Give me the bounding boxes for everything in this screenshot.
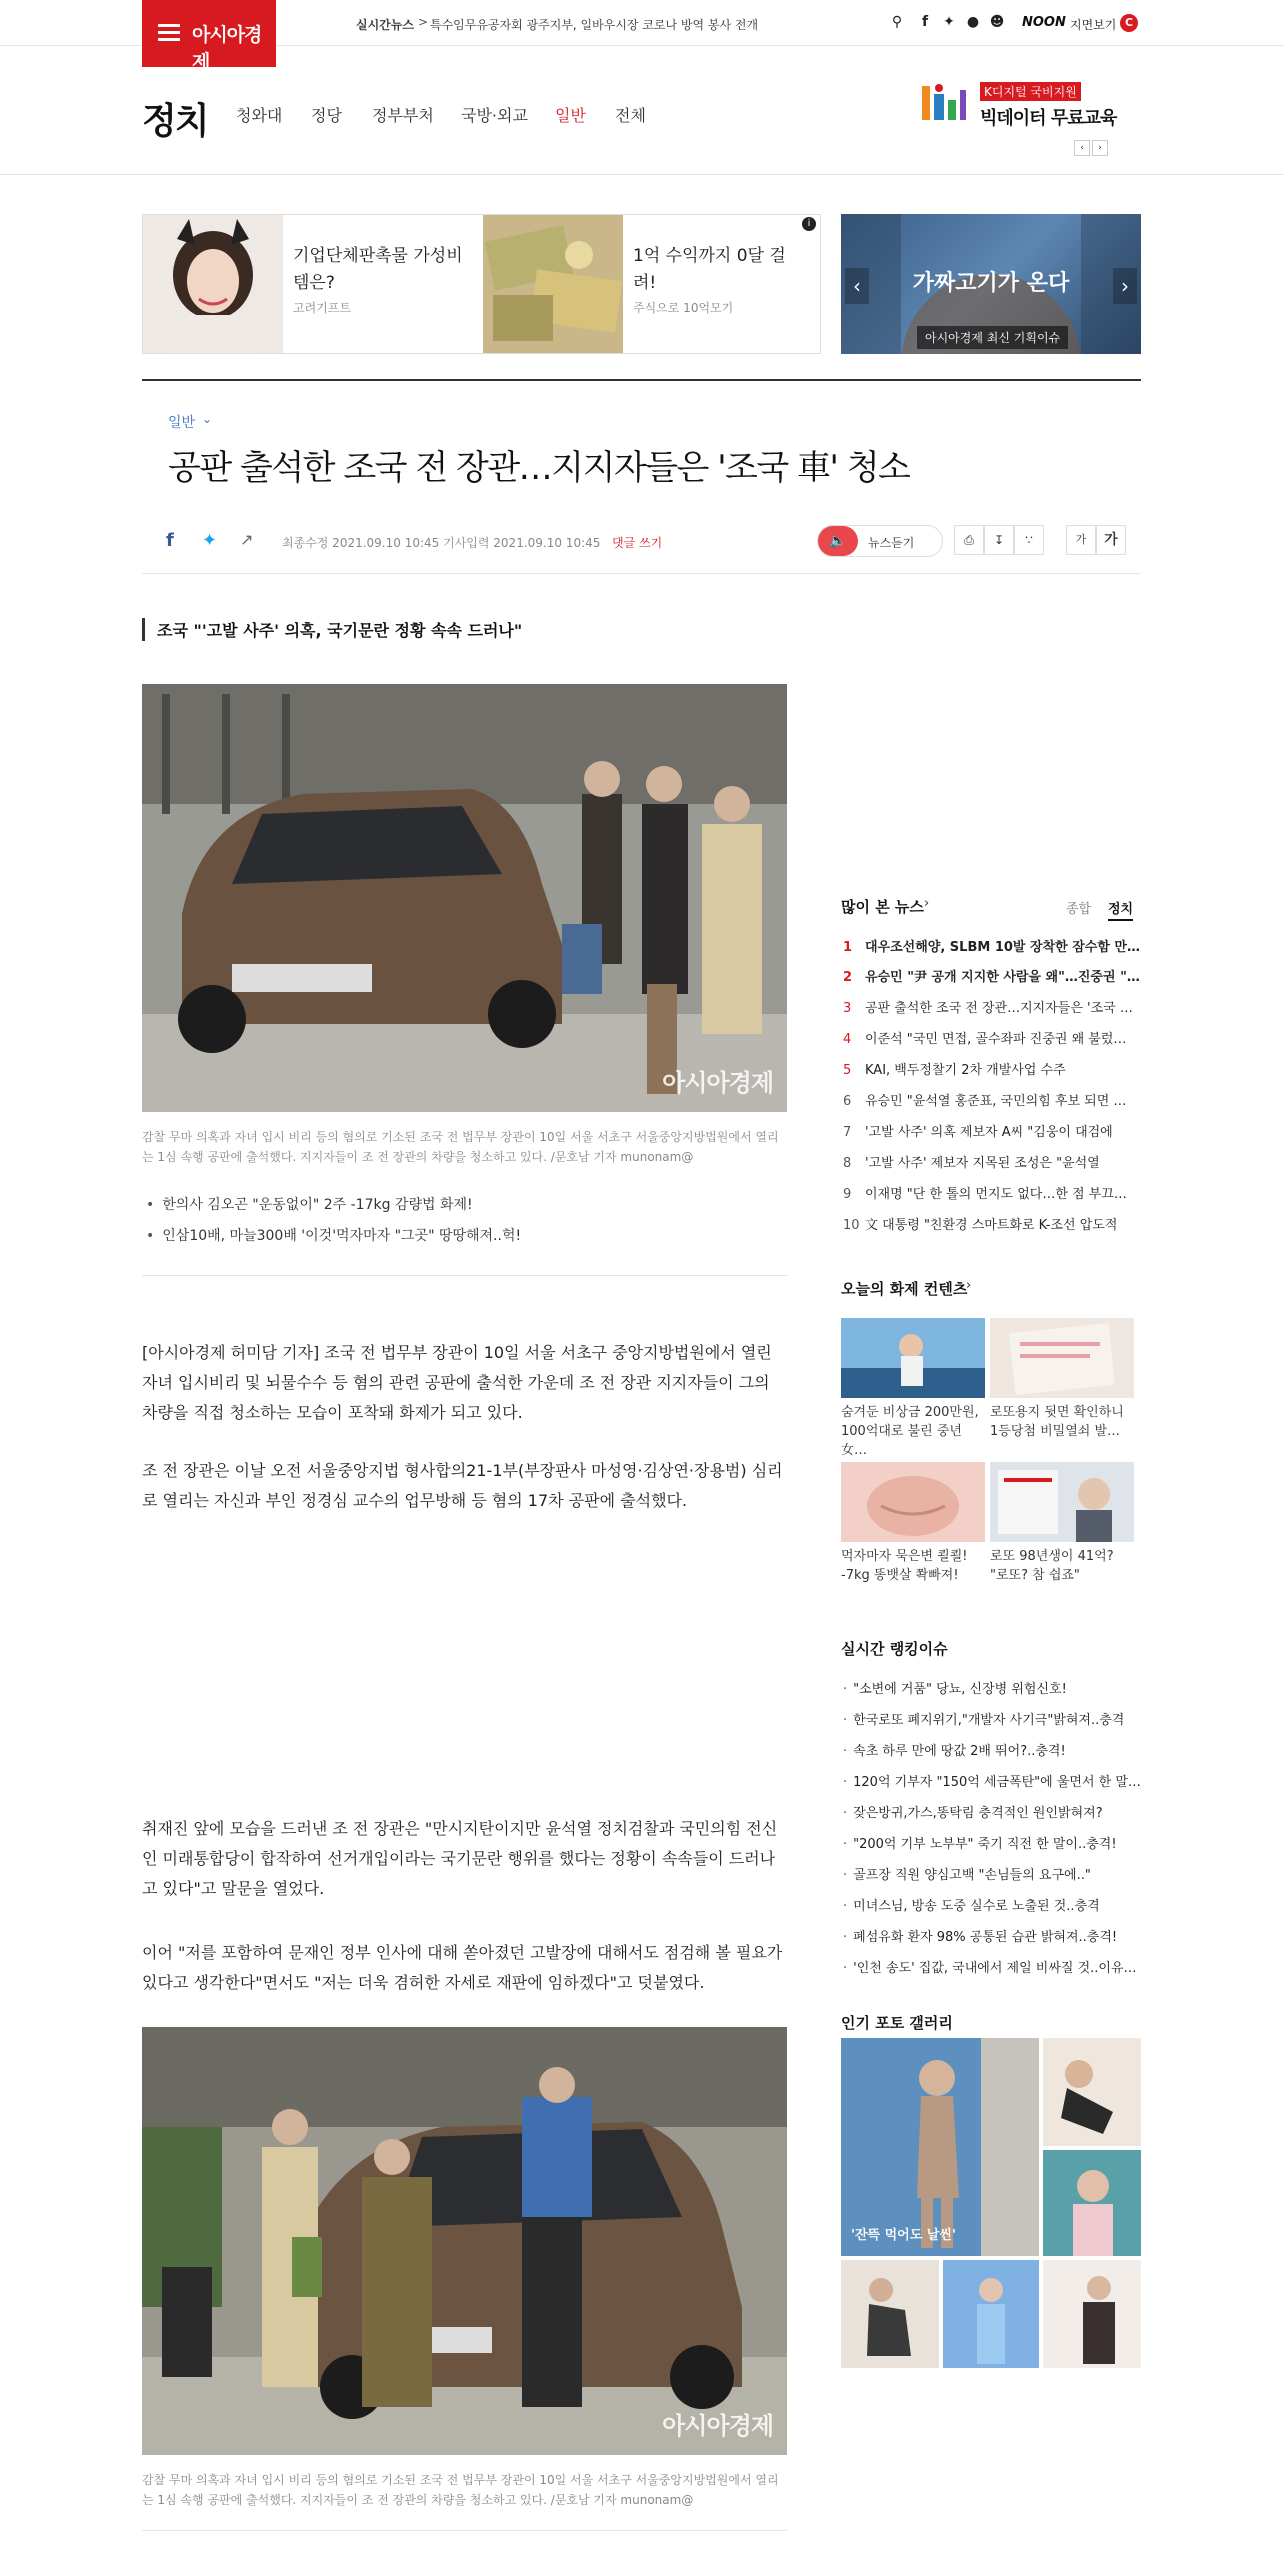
live-rank-item[interactable]: · "200억 기부 노부부" 죽기 직전 한 말이..충격! xyxy=(841,1833,1141,1852)
ad-image-woman[interactable] xyxy=(143,215,283,353)
gallery-main-photo[interactable] xyxy=(841,2038,1039,2256)
photo-watermark: 아시아경제 xyxy=(662,2412,773,2440)
photo-watermark: 아시아경제 xyxy=(662,1069,773,1097)
print-icon[interactable]: ⎙ xyxy=(954,525,984,555)
nav-defense[interactable]: 국방·외교 xyxy=(461,106,528,125)
pinterest-icon[interactable]: ● xyxy=(966,14,980,30)
gallery-caption: '잔뜩 먹어도 날씬' xyxy=(851,2228,956,2243)
live-news-label: 실시간뉴스 xyxy=(356,18,414,32)
download-icon[interactable]: ↧ xyxy=(984,525,1014,555)
live-rank-item[interactable]: · 잦은방귀,가스,똥탁림 충격적인 원인밝혀져? xyxy=(841,1802,1141,1821)
live-rank-item[interactable]: · 골프장 직원 양심고백 "손님들의 요구에.." xyxy=(841,1864,1141,1883)
article-meta-bar xyxy=(142,522,1141,574)
article-paragraph-2: 조 전 장관은 이날 오전 서울중앙지법 형사합의21-1부(부장판사 마성영·김상연·장용범) 심리로 열리는 자신과 부인 정경심 교수의 업무방해 등 혐의 17차 공판에 출석했다. xyxy=(142,1461,783,1510)
photo-caption-2: 감찰 무마 의혹과 자녀 입시 비리 등의 혐의로 기소된 조국 전 법무부 장관이 10일 서울 서초구 서울중앙지방법원에서 열리는 1심 속행 공판에 출석했다. 지지자들이 조 전 장관의 차량을 청소하고 있다. /문호남 기자 munonam@ xyxy=(142,2473,779,2507)
section-title: 정치 xyxy=(142,101,208,142)
rank-item[interactable]: 4 이준석 "국민 면접, 골수좌파 진중권 왜 불렀… xyxy=(843,1032,1127,1047)
tab-politics[interactable]: 정치 xyxy=(1108,898,1133,921)
divider xyxy=(142,2530,787,2531)
promo-title[interactable]: 빅데이터 무료교육 xyxy=(980,108,1117,129)
rank-item[interactable]: 2 유승민 "尹 공개 지지한 사람을 왜"…진중권 "… xyxy=(843,970,1140,985)
font-larger-button[interactable]: 가 xyxy=(1096,525,1126,555)
hot-thumb-1[interactable] xyxy=(841,1318,985,1398)
gallery-thumb[interactable] xyxy=(1043,2038,1141,2146)
promo-badge: K디지털 국비지원 xyxy=(980,82,1081,101)
rank-item[interactable]: 7 '고발 사주' 의혹 제보자 A씨 "김웅이 대검에 xyxy=(843,1125,1113,1140)
gallery-title: 인기 포토 갤러리 xyxy=(841,2014,953,2032)
divider xyxy=(142,1275,787,1276)
hot-caption-2[interactable]: 로또용지 뒷면 확인하니 1등당첨 비밀열쇠 발… xyxy=(990,1405,1124,1439)
feature-banner[interactable] xyxy=(841,214,1141,354)
chevron-right-icon[interactable]: › xyxy=(966,1278,972,1293)
nav-general[interactable]: 일반 xyxy=(555,106,586,125)
ad-info-icon[interactable]: i xyxy=(802,217,816,231)
live-rank-item[interactable]: · 미녀스님, 방송 도중 실수로 노출된 것..충격 xyxy=(841,1895,1141,1914)
live-rank-item[interactable]: · 속초 하루 만에 땅값 2배 뛰어?..충격! xyxy=(841,1740,1141,1759)
ad-image-money[interactable] xyxy=(483,215,623,353)
chevron-down-icon[interactable]: ⌄ xyxy=(202,412,213,426)
hot-caption-4[interactable]: 로또 98년생이 41억? "로또? 참 쉽죠" xyxy=(990,1549,1114,1583)
comment-link[interactable]: 댓글 쓰기 xyxy=(612,536,663,550)
search-icon[interactable]: ⚲ xyxy=(891,14,903,30)
related-link-2[interactable]: • 인삼10배, 마늘300배 '이것'먹자마자 "그곳" 땅땅해져..헉! xyxy=(146,1225,521,1245)
hot-caption-1[interactable]: 숨겨둔 비상금 200만원, 100억대로 불린 중년女… xyxy=(841,1405,979,1458)
article-photo-2[interactable] xyxy=(142,2027,787,2455)
rank-item[interactable]: 6 유승민 "윤석열 홍준표, 국민의힘 후보 되면 … xyxy=(843,1094,1127,1109)
gallery-thumb[interactable] xyxy=(841,2260,939,2368)
ad-sub-2: 주식으로 10억모기 xyxy=(633,301,734,315)
twitter-icon[interactable]: ✦ xyxy=(943,14,955,30)
nav-party[interactable]: 정당 xyxy=(311,106,342,125)
font-smaller-button[interactable]: 가 xyxy=(1066,525,1096,555)
live-rank-item[interactable]: · 한국로또 폐지위기,"개발자 사기극"밝혀져..충격 xyxy=(841,1709,1141,1728)
user-icon[interactable]: ☻ xyxy=(989,14,1005,30)
article-paragraph-3: 취재진 앞에 모습을 드러낸 조 전 장관은 "만시지탄이지만 윤석열 정치검찰과 국민의힘 전신인 미래통합당이 합작하여 선거개입이라는 국기문란 행위를 했다는 정황이 속속들이 드러나고 있다"고 말문을 열었다. xyxy=(142,1819,778,1898)
hot-thumb-4[interactable] xyxy=(990,1462,1134,1542)
divider xyxy=(142,379,1141,381)
hot-caption-3[interactable]: 먹자마자 묵은변 쾰쾰! -7kg 똥뱃살 쫙빠져! xyxy=(841,1549,968,1583)
facebook-share-icon[interactable]: f xyxy=(166,530,174,551)
paper-view-link[interactable]: 지면보기 xyxy=(1070,18,1117,32)
promo-logo[interactable] xyxy=(920,82,976,124)
twitter-share-icon[interactable]: ✦ xyxy=(202,530,218,551)
live-ranking-title: 실시간 랭킹이슈 xyxy=(841,1640,948,1658)
chevron-right-icon: > xyxy=(418,15,429,29)
chevron-right-icon[interactable]: › xyxy=(924,896,930,911)
share-icon[interactable]: ↗ xyxy=(240,530,254,549)
article-paragraph-4: 이어 "저를 포함하여 문재인 정부 인사에 대해 쏟아졌던 고발장에 대해서도 점검해 볼 필요가 있다고 생각한다"면서도 "저는 더욱 겸허한 자세로 재판에 임하겠다"고 덧붙였다. xyxy=(142,1943,783,1992)
tab-overall[interactable]: 종합 xyxy=(1066,902,1092,917)
c-badge-icon[interactable]: C xyxy=(1120,14,1138,32)
hot-thumb-2[interactable] xyxy=(990,1318,1134,1398)
banner-subtitle: 아시아경제 최신 기획이슈 xyxy=(917,326,1068,349)
listen-button[interactable] xyxy=(817,525,943,557)
rank-item[interactable]: 3 공판 출석한 조국 전 장관…지지자들은 '조국 … xyxy=(843,1001,1133,1016)
rank-item[interactable]: 9 이재명 "단 한 톨의 먼지도 없다…한 점 부끄… xyxy=(843,1187,1127,1202)
article-photo-1[interactable] xyxy=(142,684,787,1112)
photo-caption-1: 감찰 무마 의혹과 자녀 입시 비리 등의 혐의로 기소된 조국 전 법무부 장관이 10일 서울 서초구 서울중앙지방법원에서 열리는 1심 속행 공판에 출석했다. 지지자들이 조 전 장관의 차량을 청소하고 있다. /문호남 기자 munonam@ xyxy=(142,1130,779,1164)
gallery-thumb[interactable] xyxy=(943,2260,1039,2368)
most-viewed-title[interactable]: 많이 본 뉴스 xyxy=(841,898,924,916)
hot-thumb-3[interactable] xyxy=(841,1462,985,1542)
ad-strip xyxy=(142,214,821,354)
rank-item[interactable]: 1 대우조선해양, SLBM 10발 장착한 잠수함 만… xyxy=(843,940,1140,955)
menu-icon[interactable] xyxy=(158,24,180,40)
rank-item[interactable]: 10 文 대통령 "친환경 스마트화로 K-조선 압도적 xyxy=(843,1218,1118,1233)
article-headline: 공판 출석한 조국 전 장관…지지자들은 '조국 車' 청소 xyxy=(168,448,910,488)
nav-all[interactable]: 전체 xyxy=(615,106,646,125)
article-dates: 최종수정 2021.09.10 10:45 기사입력 2021.09.10 10:45 xyxy=(282,536,601,550)
banner-prev-button[interactable]: ‹ xyxy=(845,268,869,304)
article-subtitle: 조국 "'고발 사주' 의혹, 국기문란 정황 속속 드러나" xyxy=(142,618,522,641)
gallery-thumb[interactable] xyxy=(1043,2150,1141,2256)
related-link-1[interactable]: • 한의사 김오곤 "운동없이" 2주 -17kg 감량법 화제! xyxy=(146,1194,473,1214)
nav-ministry[interactable]: 정부부처 xyxy=(372,106,434,125)
noon-link[interactable]: NOON xyxy=(1022,15,1066,30)
live-rank-item[interactable]: · "소변에 거품" 당뇨, 신장병 위험신호! xyxy=(841,1678,1141,1697)
rss-icon[interactable]: ∵ xyxy=(1014,525,1044,555)
rank-item[interactable]: 8 '고발 사주' 제보자 지목된 조성은 "윤석열 xyxy=(843,1156,1100,1171)
ad-sub-1: 고려기프트 xyxy=(293,301,351,315)
ad-title-2[interactable]: 1억 수익까지 0달 걸려! xyxy=(633,246,786,293)
banner-title: 가짜고기가 온다 xyxy=(912,271,1070,296)
gallery-thumb[interactable] xyxy=(1043,2260,1141,2368)
facebook-icon[interactable]: f xyxy=(921,14,929,30)
live-rank-item[interactable]: · 폐섬유화 환자 98% 공통된 습관 밝혀져..충격! xyxy=(841,1926,1141,1945)
rank-item[interactable]: 5 KAI, 백두정찰기 2차 개발사업 수주 xyxy=(843,1063,1066,1078)
promo-next-button[interactable]: › xyxy=(1092,140,1108,156)
listen-label: 뉴스듣기 xyxy=(868,536,915,550)
speaker-icon: 🔈 xyxy=(818,526,858,556)
live-news-ticker[interactable]: 특수임무유공자회 광주지부, 일바우시장 코로나 방역 봉사 전개 xyxy=(430,18,759,32)
live-rank-item[interactable]: · '인천 송도' 집값, 국내에서 제일 비싸질 것..이유… xyxy=(841,1957,1141,1976)
article-paragraph-1: [아시아경제 허미담 기자] 조국 전 법무부 장관이 10일 서울 서초구 중앙지방법원에서 열린 자녀 입시비리 및 뇌물수수 등 혐의 관련 공판에 출석한 가운데 조 전 장관 지지자들이 그의 차량을 직접 청소하는 모습이 포착돼 화제가 되고 있다. xyxy=(142,1343,772,1422)
nav-blue-house[interactable]: 청와대 xyxy=(236,106,283,125)
brand-name: 아시아경제 xyxy=(192,24,262,73)
hot-topics-title[interactable]: 오늘의 화제 컨텐츠 xyxy=(841,1280,968,1298)
promo-prev-button[interactable]: ‹ xyxy=(1074,140,1090,156)
live-rank-item[interactable]: · 120억 기부자 "150억 세금폭탄"에 울면서 한 말… xyxy=(841,1771,1141,1790)
article-category[interactable]: 일반 xyxy=(168,415,196,431)
banner-next-button[interactable]: › xyxy=(1113,268,1137,304)
ad-title-1[interactable]: 기업단체판촉물 가성비템은? xyxy=(293,246,463,293)
